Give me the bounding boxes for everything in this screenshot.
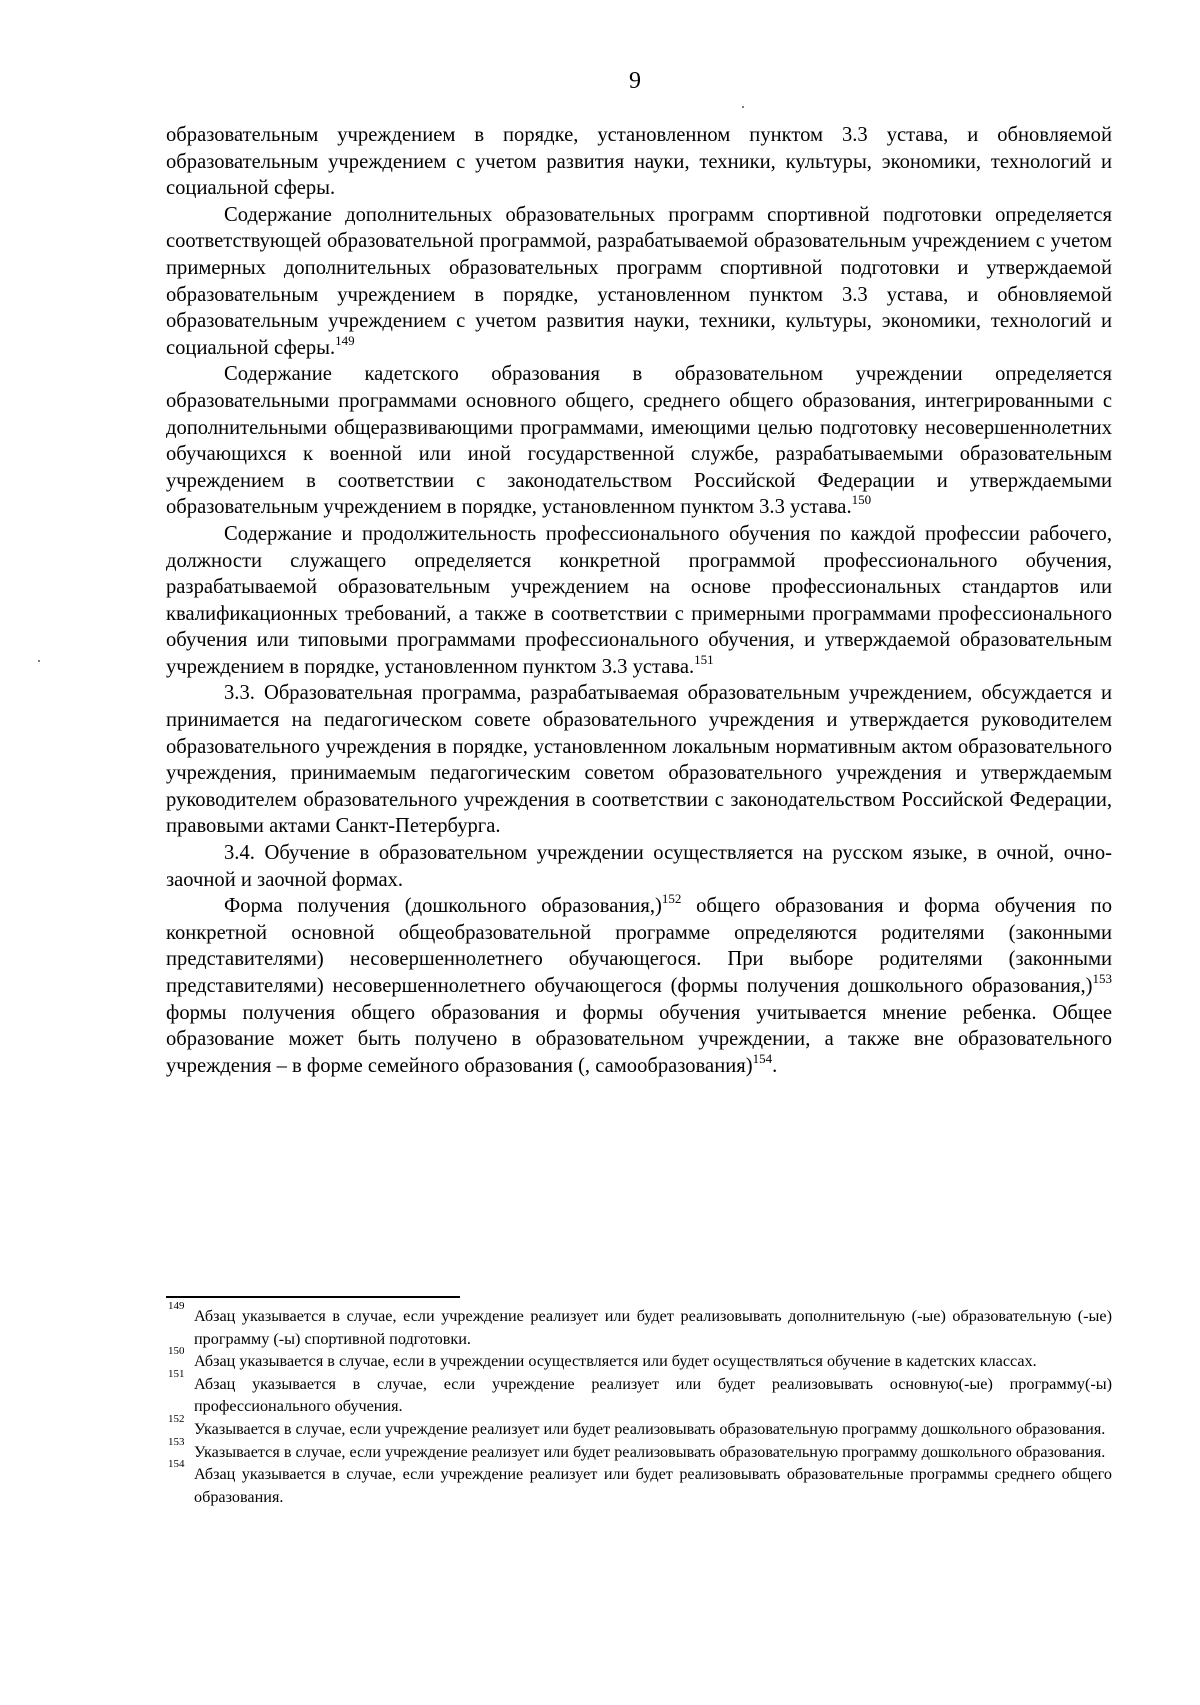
footnote <box>166 1435 1112 1464</box>
footnote-number: 154 <box>168 1458 185 1471</box>
paragraph-text: формы получения общего образования и формы обучения учитывается мнение ребенка. Общее образование может быть получено в образовательном учреждении, а также вне образовательного учреждения – в форме семейного образования (, самообразования) <box>166 1001 1112 1077</box>
clause-3-4 <box>166 840 1112 893</box>
footnote-ref[interactable]: 150 <box>851 492 872 508</box>
footnote-ref[interactable]: 149 <box>335 332 355 348</box>
paragraph-continuation <box>166 122 1112 202</box>
paragraph-professional-training <box>166 521 1112 681</box>
footnote-text: Абзац указывается в случае, если учреждение реализует или будет реализовывать дополнительную (-ые) образовательную (-ые) программу (-ы) спортивной подготовки. <box>194 1307 1112 1348</box>
paragraph-text: общего образования и форма обучения по конкретной основной общеобразовательной программе определяются родителями (законными представителями) несовершеннолетнего обучающегося. При выборе родителями (законными представителями) несовершеннолетнего обучающегося (формы получения дошкольного образования,) <box>166 895 1112 997</box>
footnote-number: 150 <box>168 1345 185 1358</box>
scan-speck <box>38 660 40 662</box>
footnote <box>166 1300 1112 1350</box>
paragraph-text: 3.4. Обучение в образовательном учреждении осуществляется на русском языке, в очной, очно-заочной и заочной формах. <box>166 842 1112 891</box>
paragraph-sport-programs <box>166 202 1112 362</box>
paragraph-text: 3.3. Образовательная программа, разрабатываемая образовательным учреждением, обсуждается и принимается на педагогическом совете образовательного учреждения и утверждается руководителем образовательного учреждения в порядке, установленном локальным нормативным актом образовательного учреждения, принимаемым педагогическим советом образовательного учреждения и утверждаемым руководителем образовательного учреждения в соответствии с законодательством Российской Федерации, правовыми актами Санкт-Петербурга. <box>166 682 1112 838</box>
footnote <box>166 1345 1112 1373</box>
footnote-text: Указывается в случае, если учреждение реализует или будет реализовывать образовательную программу дошкольного образования. <box>194 1442 1106 1461</box>
footnote <box>166 1412 1112 1441</box>
page-number: 9 <box>629 68 641 94</box>
footnote-number: 149 <box>168 1300 185 1312</box>
footnotes-section <box>166 1300 1112 1508</box>
paragraph-text: Содержание и продолжительность профессионального обучения по каждой профессии рабочего, должности служащего определяется конкретной программой профессионального обучения, разрабатываемой образовательным учреждением на основе профессиональных стандартов или квалификационных требований, а также в соответствии с примерными программами профессионального обучения или типовыми программами профессионального обучения, и утверждаемой образовательным учреждением в порядке, установленном пунктом 3.3 устава. <box>166 522 1112 678</box>
paragraph-text: Содержание дополнительных образовательных программ спортивной подготовки определяется соответствующей образовательной программой, разрабатываемой образовательным учреждением с учетом примерных дополнительных образовательных программ спортивной подготовки и утверждаемой образовательным учреждением в порядке, установленном пунктом 3.3 устава, и обновляемой образовательным учреждением с учетом развития науки, техники, культуры, экономики, технологий и социальной сферы. <box>166 203 1112 359</box>
footnote-ref[interactable]: 154 <box>752 1050 773 1066</box>
paragraph-text: Содержание кадетского образования в образовательном учреждении определяется образовательными программами основного общего, среднего общего образования, интегрированными с дополнительными общеразвивающими программами, имеющими целью подготовку несовершеннолетних обучающихся к военной или иной государственной службе, разрабатываемыми образовательным учреждением в соответствии с законодательством Российской Федерации и утверждаемыми образовательным учреждением в порядке, установленном пунктом 3.3 устава. <box>166 363 1112 519</box>
footnote-ref[interactable]: 153 <box>1092 971 1112 986</box>
footnote-text: Абзац указывается в случае, если в учреждении осуществляется или будет осуществляться обучение в кадетских классах. <box>194 1352 1037 1371</box>
document-body <box>166 122 1112 1079</box>
footnote-number: 152 <box>168 1412 185 1425</box>
footnote-number: 151 <box>168 1367 185 1380</box>
paragraph-text: Форма получения (дошкольного образования,) <box>224 895 662 918</box>
paragraph-education-form <box>166 893 1112 1079</box>
footnote-number: 153 <box>168 1435 185 1448</box>
footnote <box>166 1458 1112 1508</box>
footnote <box>166 1367 1112 1418</box>
footnote-ref[interactable]: 152 <box>661 891 682 907</box>
scan-speck <box>742 106 744 108</box>
paragraph-text: . <box>772 1054 778 1077</box>
footnote-separator <box>166 1296 460 1298</box>
footnote-text: Указывается в случае, если учреждение реализует или будет реализовывать образовательную программу дошкольного образования. <box>194 1419 1106 1438</box>
clause-3-3 <box>166 680 1112 840</box>
footnote-ref[interactable]: 151 <box>694 651 714 667</box>
footnote-text: Абзац указывается в случае, если учреждение реализует или будет реализовывать образовательные программы среднего общего образования. <box>194 1465 1112 1506</box>
footnote-text: Абзац указывается в случае, если учреждение реализует или будет реализовывать основную(-ые) программу(-ы) профессионального обучения. <box>194 1374 1112 1416</box>
paragraph-text: образовательным учреждением в порядке, установленном пунктом 3.3 устава, и обновляемой образовательным учреждением с учетом развития науки, техники, культуры, экономики, технологий и социальной сферы. <box>166 124 1112 200</box>
paragraph-cadet-education <box>166 361 1112 521</box>
